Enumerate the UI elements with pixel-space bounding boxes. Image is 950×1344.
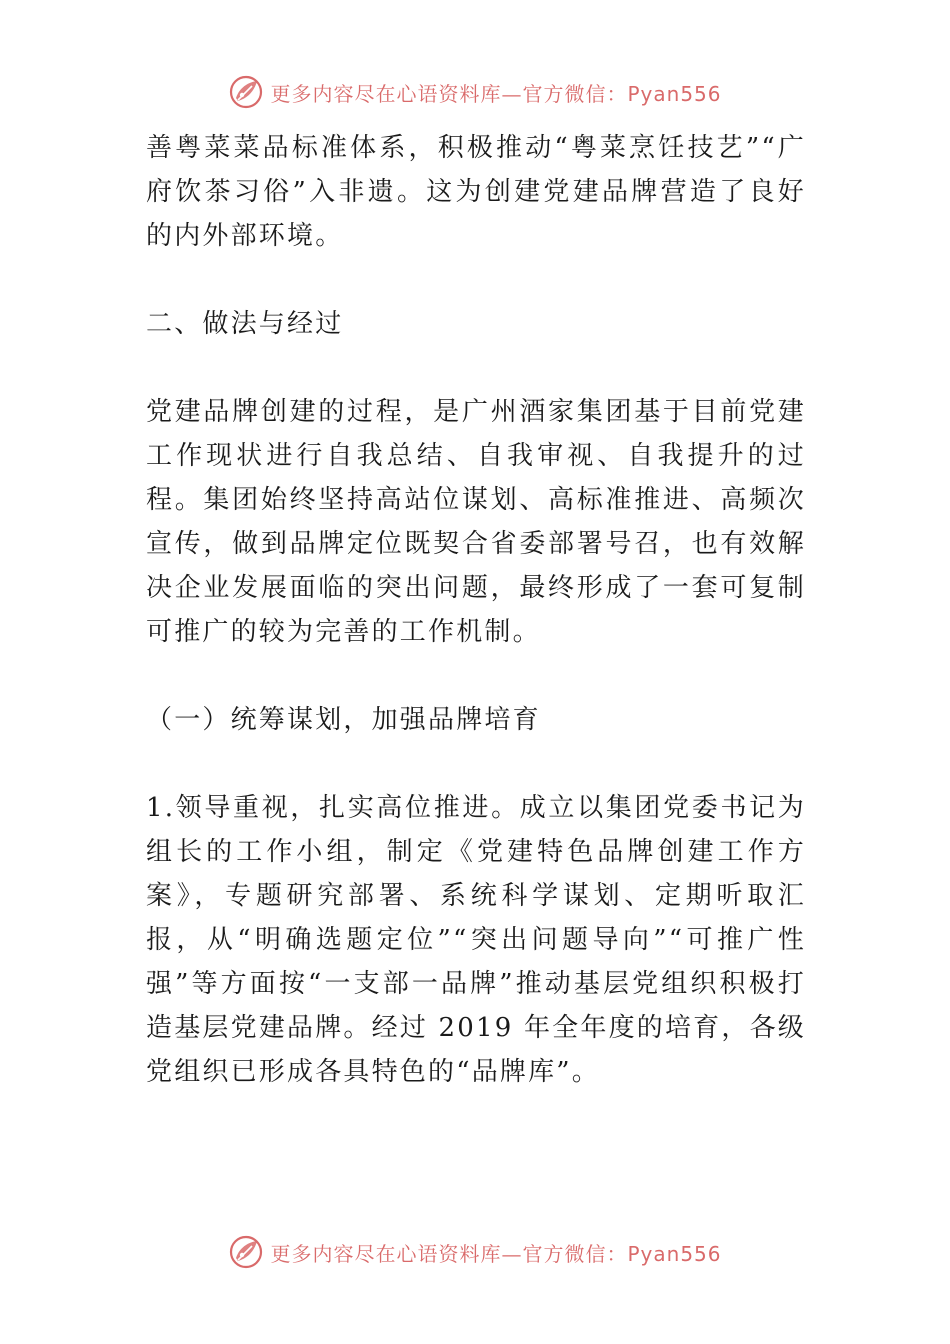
section-heading-2: 二、做法与经过 [146, 309, 344, 339]
banner-text: 更多内容尽在心语资料库—官方微信：Pyan556 [270, 81, 722, 106]
footer-banner [0, 1230, 950, 1274]
leaf-seal-logo-icon [228, 1234, 264, 1270]
paragraph-1: 善粤菜菜品标准体系，积极推动“粤菜烹饪技艺”“广府饮茶习俗”入非遗。这为创建党建品牌营造了良好的内外部环境。 [146, 133, 806, 251]
header-banner [0, 70, 950, 114]
wechat-id: Pyan556 [627, 81, 722, 106]
subsection-heading-1: （一）统筹谋划，加强品牌培育 [146, 705, 541, 735]
paragraph-2: 党建品牌创建的过程，是广州酒家集团基于目前党建工作现状进行自我总结、自我审视、自我提升的过程。集团始终坚持高站位谋划、高标准推进、高频次宣传，做到品牌定位既契合省委部署号召，也有效解决企业发展面临的突出问题，最终形成了一套可复制可推广的较为完善的工作机制。 [146, 397, 806, 647]
banner-text: 更多内容尽在心语资料库—官方微信：Pyan556 [270, 1241, 722, 1266]
leaf-seal-logo-icon [228, 74, 264, 110]
wechat-id: Pyan556 [627, 1241, 722, 1266]
document-body [146, 126, 806, 1094]
paragraph-3: 1.领导重视，扎实高位推进。成立以集团党委书记为组长的工作小组，制定《党建特色品牌创建工作方案》，专题研究部署、系统科学谋划、定期听取汇报，从“明确选题定位”“突出问题导向”“可推广性强”等方面按“一支部一品牌”推动基层党组织积极打造基层党建品牌。经过 2019 年全年度的培育，各级党组织已形成各具特色的“品牌库”。 [146, 793, 806, 1087]
